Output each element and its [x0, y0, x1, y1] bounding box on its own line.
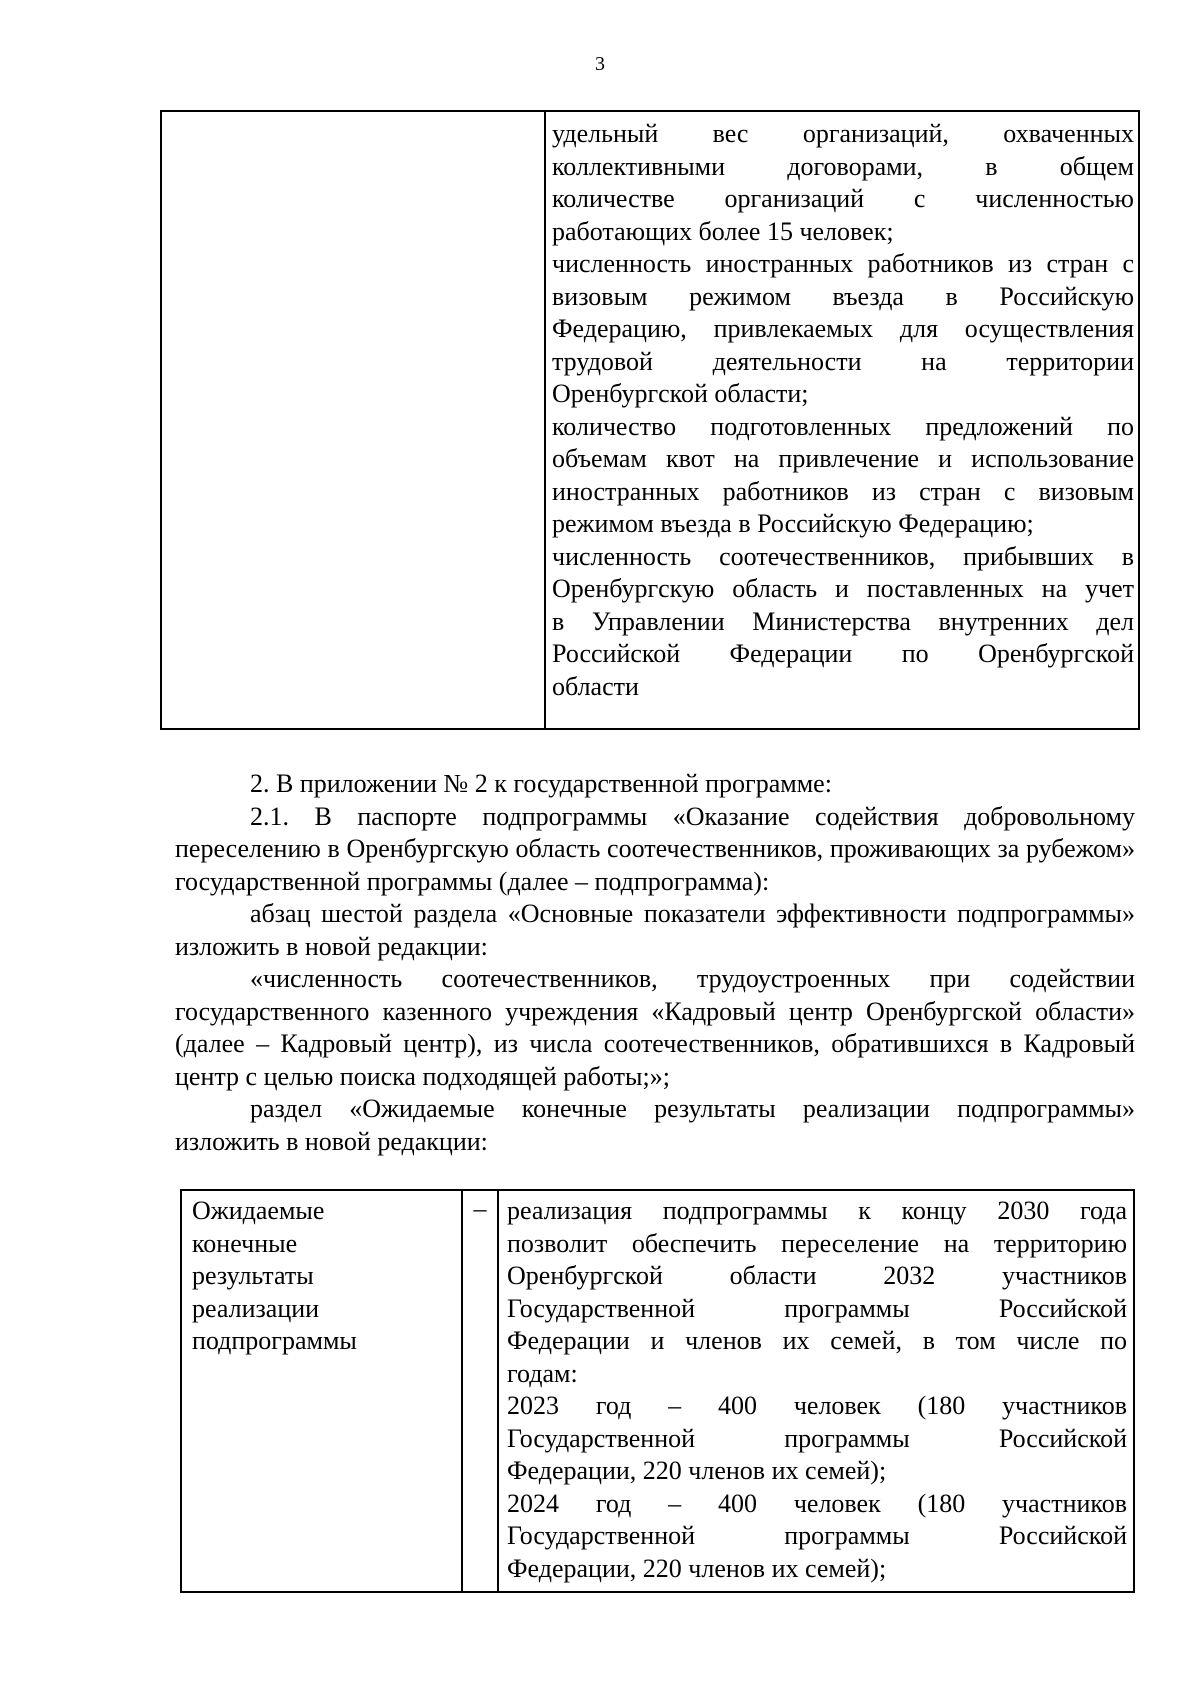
label-line: результаты [192, 1261, 314, 1290]
page-number: 3 [595, 53, 605, 75]
result-line: Федерации, 220 членов их семей); [507, 1456, 887, 1485]
indicator-line: в Управлении Министерства внутренних дел [552, 606, 1134, 636]
indicator-line: удельный вес организаций, охваченных [552, 119, 1134, 148]
indicator-line: трудовой деятельности на территории [552, 346, 1134, 376]
indicator-line: Оренбургскую область и поставленных на учет [552, 574, 1134, 603]
indicator-line: объемам квот на привлечение и использование [552, 444, 1134, 473]
indicator-line: численность иностранных работников из стран с [552, 249, 1134, 278]
indicator-line: Российской Федерации по Оренбургской [552, 639, 1134, 668]
indicators-table-right-cell [546, 112, 1138, 728]
label-line: конечные [192, 1228, 298, 1258]
result-line: 2024 год – 400 человек (180 участников [507, 1488, 1127, 1518]
indicators-table [160, 110, 1140, 730]
paragraph-sixth-abstract: абзац шестой раздела «Основные показатели эффективности подпрограммы» изложить в новой редакции: [175, 899, 1135, 961]
indicator-line: режимом въезда в Российскую Федерацию; [552, 509, 1034, 538]
results-table-content-cell [499, 1191, 1133, 1591]
paragraph-section-results: раздел «Ожидаемые конечные результаты реализации подпрограммы» изложить в новой редакции: [175, 1094, 1135, 1156]
results-table [180, 1189, 1135, 1593]
indicator-line: коллективными договорами, в общем [552, 151, 1134, 181]
indicator-line: количестве организаций с численностью [552, 184, 1134, 213]
result-line: Федерации, 220 членов их семей); [507, 1553, 887, 1583]
label-line: Ожидаемые [192, 1196, 325, 1225]
paragraph-appendix-2: 2. В приложении № 2 к государственной программе: [250, 769, 832, 798]
result-line: годам: [507, 1358, 578, 1388]
indicator-line: визовым режимом въезда в Российскую [552, 281, 1134, 311]
label-line: реализации [192, 1293, 320, 1323]
indicators-table-left-cell [162, 112, 546, 728]
result-line: Государственной программы Российской [507, 1423, 1127, 1453]
indicator-line: Оренбургской области; [552, 379, 809, 408]
result-line: Оренбургской области 2032 участников [507, 1261, 1127, 1290]
results-table-label-cell [182, 1191, 463, 1591]
result-line: позволит обеспечить переселение на территорию [507, 1228, 1127, 1258]
indicator-line: работающих более 15 человек; [552, 216, 894, 246]
result-line: реализация подпрограммы к концу 2030 года [507, 1196, 1127, 1225]
results-table-dash-cell: – [463, 1191, 499, 1591]
result-line: Государственной программы Российской [507, 1521, 1127, 1550]
label-line: подпрограммы [192, 1326, 357, 1355]
indicator-line: Федерацию, привлекаемых для осуществления [552, 314, 1134, 343]
indicator-line: иностранных работников из стран с визовым [552, 476, 1134, 506]
body-text [175, 768, 1135, 1158]
result-line: Государственной программы Российской [507, 1293, 1127, 1323]
paragraph-passport: 2.1. В паспорте подпрограммы «Оказание содействия добровольному переселению в Оренбургскую область соотечественников, проживающих за рубежом» государственной программы (далее – подпрограмма): [175, 801, 1135, 896]
result-line: 2023 год – 400 человек (180 участников [507, 1391, 1127, 1420]
indicator-line: количество подготовленных предложений по [552, 411, 1134, 441]
paragraph-new-wording: «численность соотечественников, трудоустроенных при содействии государственного казенного учреждения «Кадровый центр Оренбургской области» (далее – Кадровый центр), из числа соотечественников, обратившихся в Кадровый центр с целью поиска подходящей работы;»; [175, 964, 1135, 1091]
indicator-line: области [552, 671, 639, 701]
result-line: Федерации и членов их семей, в том числе по [507, 1326, 1127, 1355]
indicator-line: численность соотечественников, прибывших в [552, 541, 1134, 571]
